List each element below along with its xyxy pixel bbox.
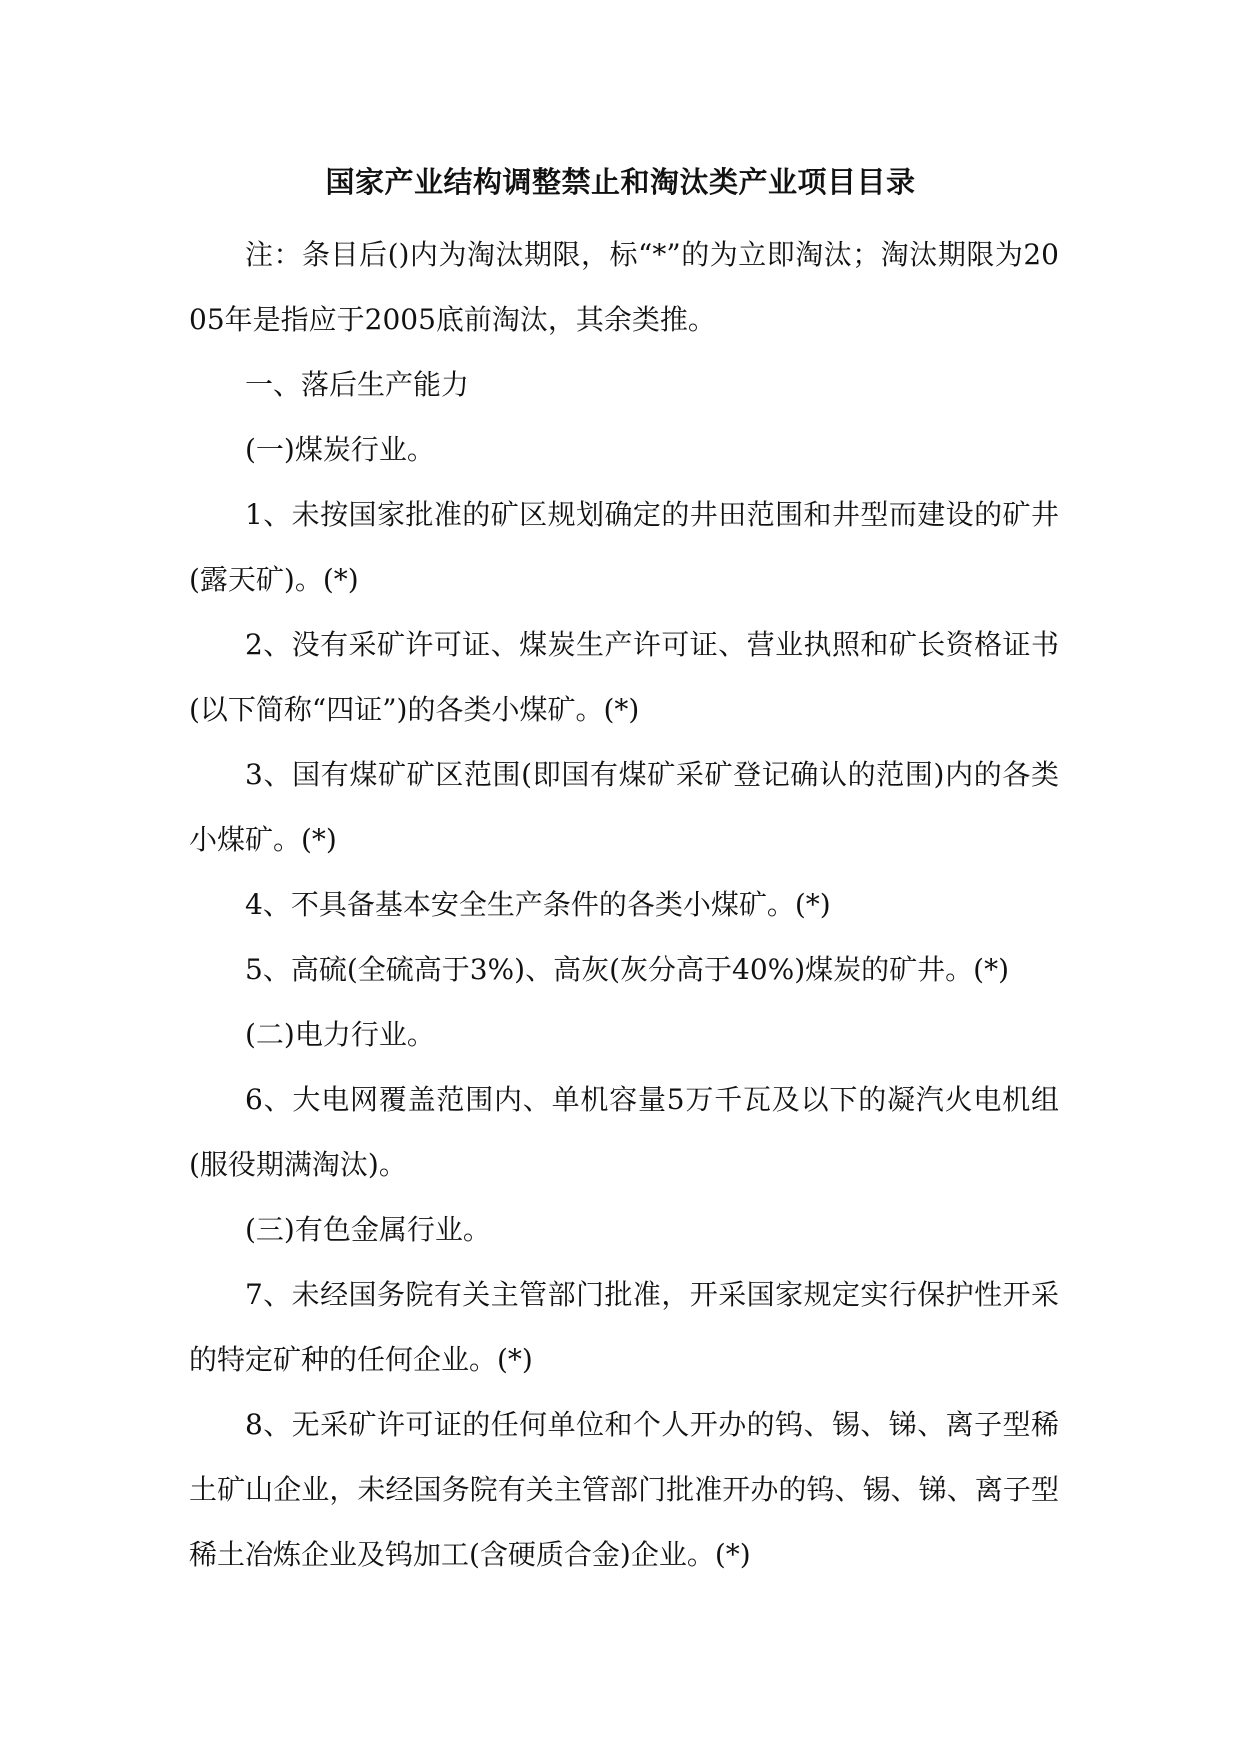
- document-body: [189, 222, 1059, 1587]
- subsection-heading-coal: (一)煤炭行业。: [245, 433, 435, 466]
- list-item: 6、大电网覆盖范围内、单机容量5万千瓦及以下的凝汽火电机组(服役期满淘汰)。: [189, 1083, 1059, 1181]
- subsection-heading-power: (二)电力行业。: [245, 1018, 435, 1051]
- list-item: 4、不具备基本安全生产条件的各类小煤矿。(*): [245, 888, 831, 921]
- list-item: 5、高硫(全硫高于3%)、高灰(灰分高于40%)煤炭的矿井。(*): [245, 953, 1010, 986]
- document-title: 国家产业结构调整禁止和淘汰类产业项目目录: [325, 165, 916, 199]
- subsection-heading-nonferrous: (三)有色金属行业。: [245, 1213, 491, 1246]
- section-heading-1: 一、落后生产能力: [245, 368, 470, 401]
- list-item: 2、没有采矿许可证、煤炭生产许可证、营业执照和矿长资格证书(以下简称“四证”)的各类小煤矿。(*): [189, 628, 1059, 726]
- list-item: 8、无采矿许可证的任何单位和个人开办的钨、锡、锑、离子型稀土矿山企业，未经国务院有关主管部门批准开办的钨、锡、锑、离子型稀土冶炼企业及钨加工(含硬质合金)企业。(*): [189, 1408, 1059, 1571]
- list-item: 1、未按国家批准的矿区规划确定的井田范围和井型而建设的矿井(露天矿)。(*): [189, 498, 1059, 596]
- list-item: 3、国有煤矿矿区范围(即国有煤矿采矿登记确认的范围)内的各类小煤矿。(*): [189, 758, 1059, 856]
- note-paragraph: 注：条目后()内为淘汰期限，标“*”的为立即淘汰；淘汰期限为2005年是指应于2005底前淘汰，其余类推。: [189, 238, 1059, 336]
- list-item: 7、未经国务院有关主管部门批准，开采国家规定实行保护性开采的特定矿种的任何企业。(*): [189, 1278, 1059, 1376]
